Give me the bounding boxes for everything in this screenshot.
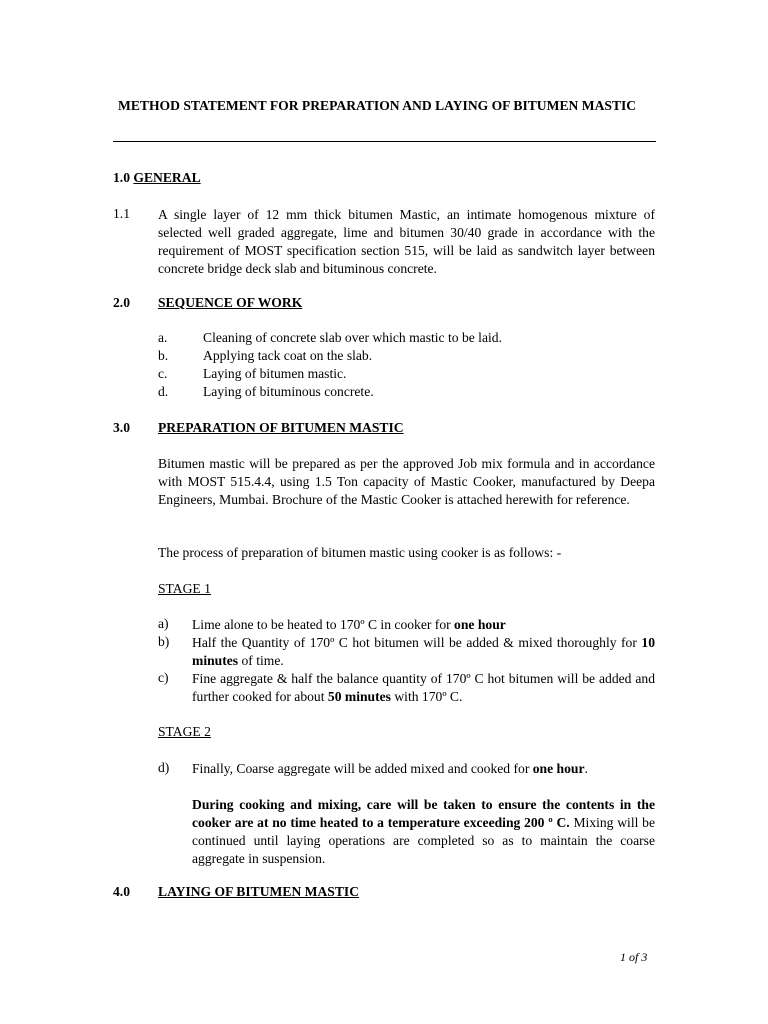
sequence-marker-d: d. [158, 384, 169, 399]
section-3-paragraph-2: The process of preparation of bitumen mastic using cooker is as follows: - [158, 545, 562, 560]
stage-1-step-c [192, 670, 655, 706]
stage-1-step-b [192, 634, 655, 670]
sequence-item-a: Cleaning of concrete slab over which mastic to be laid. [203, 330, 502, 345]
sequence-marker-b: b. [158, 348, 169, 363]
stage-2-label: STAGE 2 [158, 724, 211, 739]
page-number: 1 of 3 [620, 950, 648, 964]
stage-2-caution-note [192, 796, 655, 868]
stage-1-step-a-text: Lime alone to be heated to 170º C in cooker for [192, 617, 455, 632]
stage-1-label: STAGE 1 [158, 581, 211, 596]
section-1-title: GENERAL [133, 170, 201, 185]
stage-1-step-b-tail: of time. [238, 653, 284, 668]
stage-1-marker-b: b) [158, 634, 170, 649]
section-2-number: 2.0 [113, 295, 130, 310]
item-1-1-text: A single layer of 12 mm thick bitumen Mastic, an intimate homogenous mixture of selected well graded aggregate, lime and bitumen 30/40 grade in accordance with the requirement of MOST specification section 515, will be laid as sandwitch layer between concrete bridge deck slab and bituminous concrete. [158, 207, 655, 276]
stage-1-marker-c: c) [158, 670, 169, 685]
document-title: METHOD STATEMENT FOR PREPARATION AND LAYING OF BITUMEN MASTIC [118, 98, 637, 113]
stage-1-step-c-tail: with 170º C. [390, 689, 463, 704]
stage-2-step-d-text: Finally, Coarse aggregate will be added mixed and cooked for [192, 761, 533, 776]
item-1-1-number: 1.1 [113, 206, 130, 221]
section-3-paragraph-1: Bitumen mastic will be prepared as per the approved Job mix formula and in accordance with MOST 515.4.4, using 1.5 Ton capacity of Mastic Cooker, manufactured by Deepa Engineers, Mumbai. Brochure of the Mastic Cooker is attached herewith for reference. [158, 456, 655, 507]
stage-1-step-c-duration: 50 minutes [327, 689, 391, 704]
section-3-title: PREPARATION OF BITUMEN MASTIC [158, 420, 404, 435]
stage-2-step-d [192, 760, 655, 778]
section-1-number: 1.0 [113, 170, 130, 185]
stage-1-step-c-text: Fine aggregate & half the balance quantity of 170º C hot bitumen will be added and further cooked for about [192, 671, 655, 704]
stage-1-step-a [192, 616, 655, 634]
stage-1-step-a-duration: one hour [454, 617, 506, 632]
sequence-marker-c: c. [158, 366, 168, 381]
section-1-heading [113, 170, 201, 186]
sequence-item-d: Laying of bituminous concrete. [203, 384, 374, 399]
stage-1-marker-a: a) [158, 616, 169, 631]
sequence-marker-a: a. [158, 330, 168, 345]
sequence-item-c: Laying of bitumen mastic. [203, 366, 347, 381]
section-2-title: SEQUENCE OF WORK [158, 295, 303, 310]
stage-2-step-d-duration: one hour [532, 761, 585, 776]
stage-2-marker-d: d) [158, 760, 170, 775]
sequence-item-b: Applying tack coat on the slab. [203, 348, 373, 363]
stage-1-step-b-duration: 10 minutes [192, 635, 655, 668]
caution-bold-text: During cooking and mixing, care will be taken to ensure the contents in the cooker are at no time heated to a temperature exceeding 200 º C. [192, 797, 655, 830]
title-divider [113, 141, 656, 142]
section-4-title: LAYING OF BITUMEN MASTIC [158, 884, 360, 899]
stage-1-step-b-text: Half the Quantity of 170º C hot bitumen will be added & mixed thoroughly for [192, 635, 642, 650]
caution-text: Mixing will be continued until laying operations are completed so as to maintain the coarse aggregate in suspension. [192, 815, 655, 866]
stage-2-step-d-tail: . [584, 761, 588, 776]
section-3-number: 3.0 [113, 420, 130, 435]
section-4-number: 4.0 [113, 884, 130, 899]
